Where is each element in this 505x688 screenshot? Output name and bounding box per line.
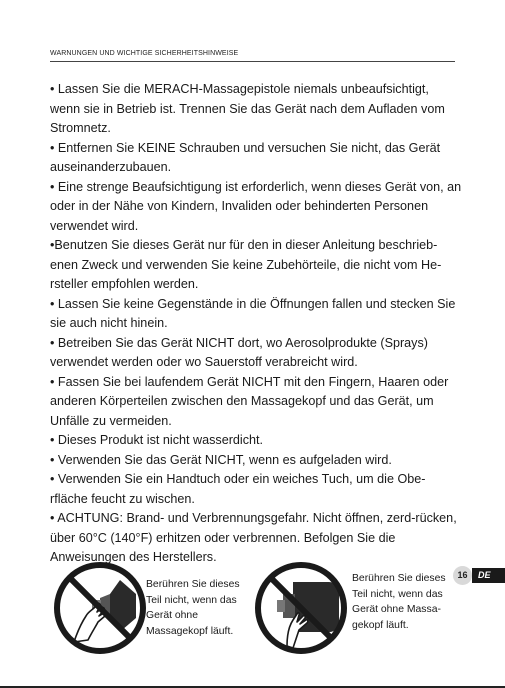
- page-header: WARNUNGEN UND WICHTIGE SICHERHEITSHINWEISE: [50, 50, 239, 57]
- page-number: 16: [453, 566, 472, 585]
- no-touch-body-icon: [253, 560, 349, 656]
- language-tab: DE: [472, 568, 505, 583]
- no-touch-head-icon: [52, 560, 148, 656]
- warning-item: • Lassen Sie die MERACH-Massagepistole niemals unbeaufsichtigt, wenn sie in Betrieb ist. Trennen Sie das Gerät nach dem Aufladen vom Stromnetz.: [50, 82, 445, 135]
- warning-item: • Verwenden Sie das Gerät NICHT, wenn es aufgeladen wird.: [50, 452, 392, 467]
- warning-item: • Fassen Sie bei laufendem Gerät NICHT mit den Fingern, Haaren oder anderen Körperteilen zwischen den Massagekopf und das Gerät, um Unfälle zu vermeiden.: [50, 374, 449, 428]
- warning-item: •Benutzen Sie dieses Gerät nur für den in dieser Anleitung beschrieb-enen Zweck und verwenden Sie keine Zubehörteile, die nicht vom He-rsteller empfohlen werden.: [50, 238, 442, 291]
- warning-item: • Eine strenge Beaufsichtigung ist erforderlich, wenn dieses Gerät von, an oder in der Nähe von Kindern, Invaliden oder behinderten Personen verwendet wird.: [50, 179, 462, 233]
- warning-item: • Betreiben Sie das Gerät NICHT dort, wo Aerosolprodukte (Sprays) verwendet werden oder wo Sauerstoff verabreicht wird.: [50, 335, 428, 369]
- warning-item: • ACHTUNG: Brand- und Verbrennungsgefahr. Nicht öffnen, zerd-rücken, über 60°C (140°F) erhitzen oder verbrennen. Befolgen Sie die Anweisungen des Herstellers.: [50, 511, 457, 564]
- warning-item: • Dieses Produkt ist nicht wasserdicht.: [50, 433, 263, 447]
- warning-item: • Lassen Sie keine Gegenstände in die Öffnungen fallen und stecken Sie sie auch nicht hinein.: [50, 296, 456, 330]
- figure-caption: Berühren Sie dieses Teil nicht, wenn das Gerät ohne Massagekopf läuft.: [146, 579, 240, 637]
- warning-item: • Entfernen Sie KEINE Schrauben und versuchen Sie nicht, das Gerät auseinanderzubauen.: [50, 140, 441, 174]
- figure-caption: Berühren Sie dieses Teil nicht, wenn das Gerät ohne Massa-gekopf läuft.: [352, 573, 446, 631]
- header-divider: [50, 61, 455, 62]
- warning-item: • Verwenden Sie ein Handtuch oder ein weiches Tuch, um die Obe-rfläche feucht zu wischen.: [50, 472, 426, 506]
- warnings-list: [50, 80, 462, 568]
